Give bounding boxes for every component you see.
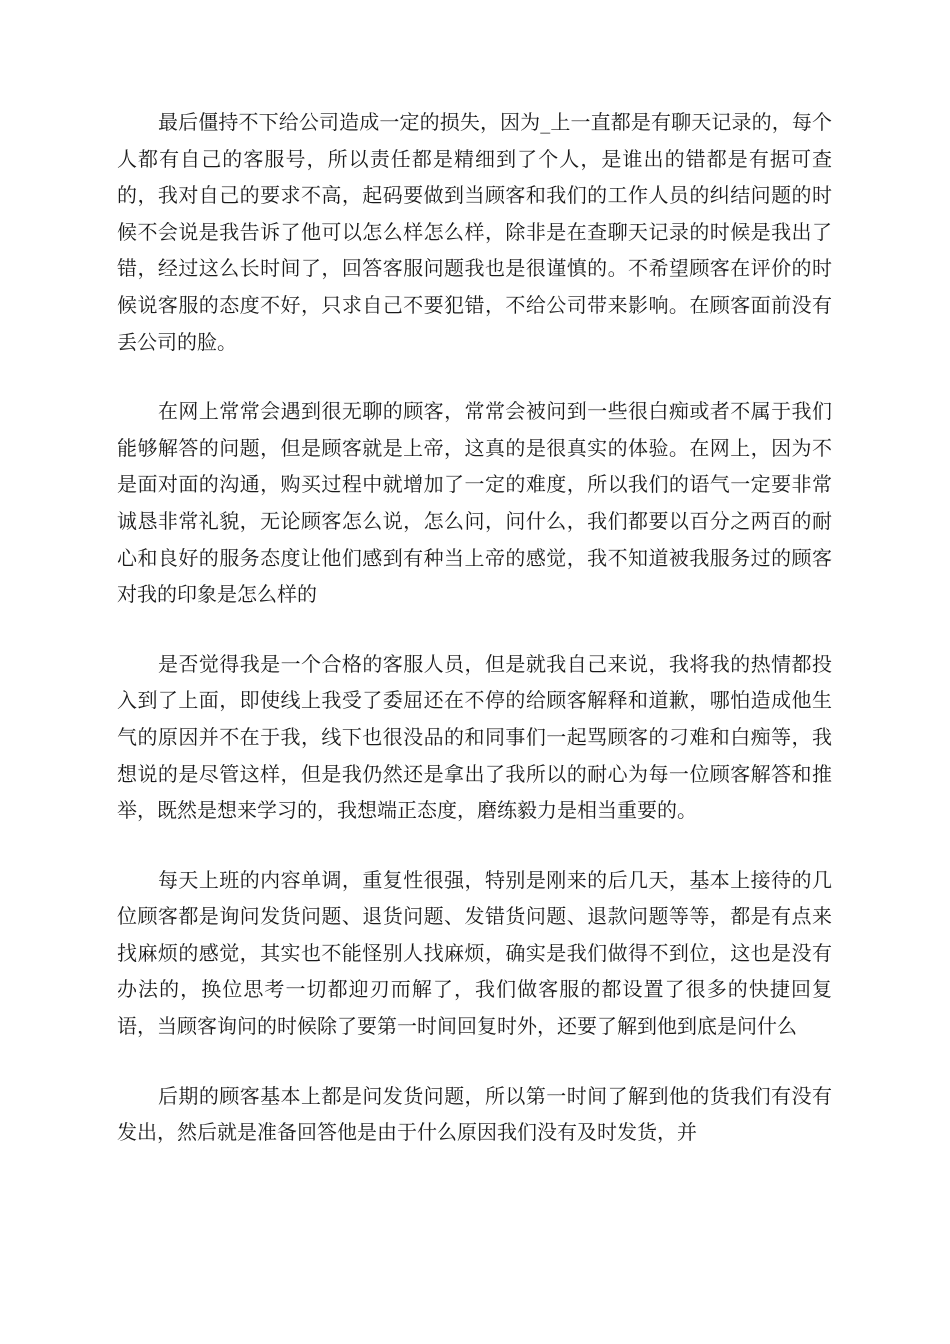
paragraph-4: 每天上班的内容单调，重复性很强，特别是刚来的后几天，基本上接待的几位顾客都是询问发货问题、退货问题、发错货问题、退款问题等等，都是有点来找麻烦的感觉，其实也不能怪别人找麻烦，确实是我们做得不到位，这也是没有办法的，换位思考一切都迎刃而解了，我们做客服的都设置了很多的快捷回复语，当顾客询问的时候除了要第一时间回复时外，还要了解到他到底是问什么 xyxy=(117,867,832,1039)
paragraph-3: 是否觉得我是一个合格的客服人员，但是就我自己来说，我将我的热情都投入到了上面，即使线上我受了委屈还在不停的给顾客解释和道歉，哪怕造成他生气的原因并不在于我，线下也很没品的和同事们一起骂顾客的刁难和白痴等，我想说的是尽管这样，但是我仍然还是拿出了我所以的耐心为每一位顾客解答和推举，既然是想来学习的，我想端正态度，磨练毅力是相当重要的。 xyxy=(117,651,832,823)
paragraph-1: 最后僵持不下给公司造成一定的损失，因为_上一直都是有聊天记录的，每个人都有自己的客服号，所以责任都是精细到了个人，是谁出的错都是有据可查的，我对自己的要求不高，起码要做到当顾客和我们的工作人员的纠结问题的时候不会说是我告诉了他可以怎么样怎么样，除非是在查聊天记录的时候是我出了错，经过这么长时间了，回答客服问题我也是很谨慎的。不希望顾客在评价的时候说客服的态度不好，只求自己不要犯错，不给公司带来影响。在顾客面前没有丢公司的脸。 xyxy=(117,110,832,354)
paragraph-5: 后期的顾客基本上都是问发货问题，所以第一时间了解到他的货我们有没有发出，然后就是准备回答他是由于什么原因我们没有及时发货，并 xyxy=(117,1083,832,1145)
document-page xyxy=(117,104,832,1151)
paragraph-2: 在网上常常会遇到很无聊的顾客，常常会被问到一些很白痴或者不属于我们能够解答的问题，但是顾客就是上帝，这真的是很真实的体验。在网上，因为不是面对面的沟通，购买过程中就增加了一定的难度，所以我们的语气一定要非常诚恳非常礼貌，无论顾客怎么说，怎么问，问什么，我们都要以百分之两百的耐心和良好的服务态度让他们感到有种当上帝的感觉，我不知道被我服务过的顾客对我的印象是怎么样的 xyxy=(117,399,832,607)
